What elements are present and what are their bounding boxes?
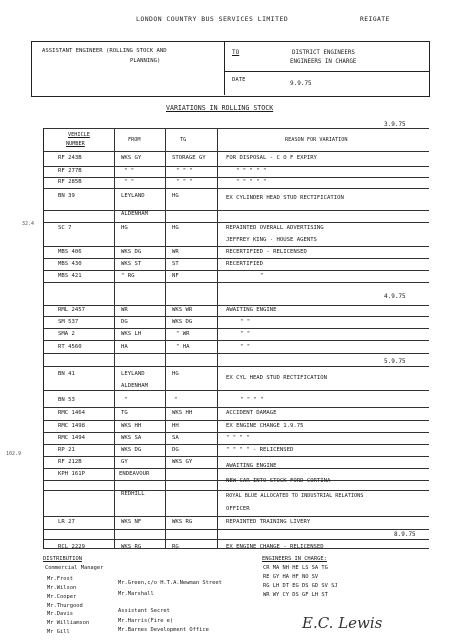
organisation-heading: LONDON COUNTRY BUS SERVICES LIMITED [136,15,289,23]
vehicle-number: MBS 421 [58,273,82,279]
date-group-2: 4.9.75 [384,293,406,300]
distribution-person: Mr Williamson [47,620,90,626]
distribution-other: Assistant Secret [118,608,170,614]
vehicle-number: BN 53 [58,397,75,403]
to-location: " " " [176,168,193,174]
table-rule [43,177,429,178]
to-location: WR [172,249,179,255]
variation-reason: " " [240,344,251,350]
from-line-2: PLANNING) [130,58,161,64]
from-location: HG [121,225,128,231]
table-rule [43,490,429,491]
table-rule [43,516,429,517]
table-rule [43,456,429,457]
table-col-divider [114,128,115,548]
table-rule [43,390,429,391]
vehicle-number: RF 277B [58,168,82,174]
from-location: WR [121,307,128,313]
variation-reason: " [260,273,264,279]
variation-reason: " " " " [240,397,264,403]
from-location: WKS HH [121,423,142,429]
variation-reason: JEFFREY KING - HOUSE AGENTS [226,237,317,243]
variation-reason: OFFICER [226,506,250,512]
from-location: WKS DG [121,249,142,255]
table-col-divider [165,128,166,548]
distribution-other: Mr.Barnes Development Office [118,627,209,633]
table-rule [43,246,429,247]
engineers-row: WR WY CY DS GF LH ST [263,592,328,598]
distribution-person: Mr.Wilson [47,585,77,591]
variation-reason: REPAINTED OVERALL ADVERTISING [226,225,324,231]
vehicle-number: BN 41 [58,371,75,377]
to-location: RG [172,544,179,550]
from-location: DG [121,319,128,325]
from-location: HA [121,344,128,350]
table-rule [43,258,429,259]
vehicle-number: RF 285B [58,179,82,185]
variation-reason: ACCIDENT DAMAGE [226,410,277,416]
distribution-other: Mr.Green,c/o H.T.A.Newman Street [118,580,222,586]
table-rule [43,328,429,329]
col-header-from: FROM [128,137,141,143]
table-rule [43,282,429,283]
engineers-row: RE GY HA HF NO SV [263,574,319,580]
from-location: REDHILL [121,491,145,497]
to-location: " " " [176,179,193,185]
table-rule [43,210,429,211]
from-location: TG [121,410,128,416]
to-line-2: ENGINEERS IN CHARGE [290,59,357,65]
vehicle-number: RML 2457 [58,307,85,313]
date-value: 9.9.75 [290,80,312,87]
from-location: LEYLAND [121,371,145,377]
distribution-person: Mr.Davis [47,611,73,617]
variation-reason: " " " " " [236,168,267,174]
from-line-1: ASSISTANT ENGINEER (ROLLING STOCK AND [42,48,167,54]
table-rule [43,270,429,271]
variation-reason: EX ENGINE CHANGE - RELICENSED [226,544,324,550]
table-col-divider [217,128,218,548]
margin-note: 32.4 [22,221,35,227]
distribution-person: Mr.Thurgood [47,603,83,609]
vehicle-number: MBS 406 [58,249,82,255]
from-location: WKS SA [121,435,142,441]
vehicle-number: RF 212B [58,459,82,465]
distribution-other: Mr.Marshall [118,591,154,597]
from-location: " RG [121,273,135,279]
table-rule [43,151,429,152]
variation-reason: RECERTIFIED - RELICENSED [226,249,307,255]
to-location: HG [172,371,179,377]
memo-divider-vertical [224,41,225,95]
vehicle-number: RP 21 [58,447,75,453]
vehicle-number: BN 39 [58,193,75,199]
to-location: WKS DG [172,319,193,325]
vehicle-number: SC 7 [58,225,72,231]
vehicle-number: RCL 2229 [58,544,85,550]
variation-reason: AWAITING ENGINE [226,463,277,469]
to-location: " HA [176,344,190,350]
from-location: ALDENHAM [121,383,148,389]
margin-note: 102.9 [6,451,22,457]
to-location: NF [172,273,179,279]
to-location: ST [172,261,179,267]
from-location: ALDENHAM [121,211,148,217]
col-header-reason: REASON FOR VARIATION [285,137,348,143]
date-label: DATE [232,77,246,83]
engineers-row: RG LH DT EG DS GD SV SJ [263,583,338,589]
from-location: " " [124,168,135,174]
vehicle-number: RMC 1498 [58,423,85,429]
variation-reason: REPAINTED TRAINING LIVERY [226,519,311,525]
variations-table [43,128,430,548]
variation-reason: EX CYLINDER HEAD STUD RECTIFICATION [226,195,344,201]
document-title: VARIATIONS IN ROLLING STOCK [166,104,274,112]
variation-reason: NEW CAR INTO STOCK FORD CORTINA [226,478,331,484]
to-location: " WR [176,331,190,337]
distribution-heading: DISTRIBUTION [43,556,82,562]
vehicle-number: KPH 161P [58,471,85,477]
distribution-person: Commercial Manager [45,565,104,571]
table-rule [43,407,429,408]
table-rule [43,166,429,167]
vehicle-number: RMC 1464 [58,410,85,416]
date-group-3: 5.9.75 [384,358,406,365]
from-location: WKS ST [121,261,142,267]
date-group-1: 3.9.75 [384,121,406,128]
vehicle-number: SM 537 [58,319,79,325]
col-header-number: NUMBER [66,141,85,147]
table-rule [43,529,429,530]
table-rule [43,222,429,223]
col-header-vehicle: VEHICLE [68,132,90,138]
to-location: HG [172,225,179,231]
to-location: HG [172,193,179,199]
table-rule [43,316,429,317]
to-location: WKS RG [172,519,193,525]
variation-reason: " " [240,331,251,337]
date-group-4: 8.9.75 [394,531,416,538]
variation-reason: FOR DISPOSAL - C O F EXPIRY [226,155,317,161]
to-location: WKS WR [172,307,193,313]
table-rule [43,420,429,421]
to-location: HH [172,423,179,429]
variation-reason: " " " " " [236,179,267,185]
table-rule [43,188,429,189]
from-location: " " [124,179,135,185]
distribution-other: Mr.Harris(Fire e) [118,618,174,624]
variation-reason: " " [240,319,251,325]
to-label: TO [232,49,240,56]
vehicle-number: RT 4560 [58,344,82,350]
to-location: WKS GY [172,459,193,465]
distribution-person: Mr.Frost [47,576,73,582]
table-rule [43,444,429,445]
from-location: " [124,397,128,403]
from-location: LEYLAND [121,193,145,199]
from-location: WKS GY [121,155,142,161]
table-rule [43,128,429,129]
reference-heading: REIGATE [360,15,390,23]
table-rule [43,340,429,341]
vehicle-number: LR 27 [58,519,75,525]
vehicle-number: SMA 2 [58,331,75,337]
signature: E.C. Lewis [302,614,383,632]
table-rule [43,539,429,540]
engineers-row: CR MA NH HE LS SA TG [263,565,328,571]
to-location: DG [172,447,179,453]
vehicle-number: MBS 430 [58,261,82,267]
distribution-person: Mr.Cooper [47,594,77,600]
variation-reason: EX ENGINE CHANGE 1.9.75 [226,423,304,429]
table-rule [43,305,429,306]
to-location: WKS HH [172,410,193,416]
col-header-to: TG [180,137,187,143]
table-rule [43,353,429,354]
variation-reason: EX CYL HEAD STUD RECTIFICATION [226,375,328,381]
vehicle-number: RMC 1494 [58,435,85,441]
engineers-heading: ENGINEERS IN CHARGE: [262,556,327,562]
table-rule [43,366,429,367]
variation-reason: " " " " - RELICENSED [226,447,294,453]
to-location: SA [172,435,179,441]
from-location: WKS RG [121,544,142,550]
from-location: WKS NF [121,519,142,525]
variation-reason: ROYAL BLUE ALLOCATED TO INDUSTRIAL RELATIONS [226,493,364,499]
variation-reason: AWAITING ENGINE [226,307,277,313]
vehicle-number: RF 243B [58,155,82,161]
to-location: " [174,397,178,403]
variation-reason: RECERTIFIED [226,261,264,267]
variation-reason: " " " " [226,435,250,441]
from-location: GY [121,459,128,465]
memo-divider-horizontal [224,71,429,72]
from-location: WKS LH [121,331,142,337]
table-rule [43,432,429,433]
to-location: STORAGE GY [172,155,206,161]
distribution-person: Mr Gill [47,629,70,635]
to-line-1: DISTRICT ENGINEERS [292,50,355,56]
from-location: WKS DG [121,447,142,453]
from-location: ENDEAVOUR [119,471,150,477]
